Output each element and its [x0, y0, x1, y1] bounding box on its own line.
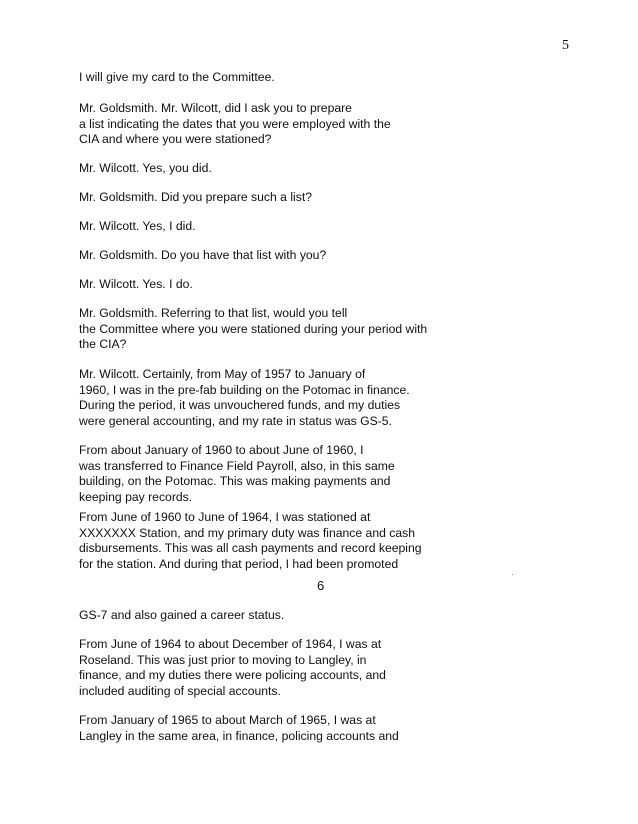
- text-line: Mr. Wilcott. Yes, you did.: [79, 161, 212, 175]
- text-line: finance, and my duties there were policing accounts, and: [79, 668, 386, 682]
- text-line: From June of 1960 to June of 1964, I was stationed at: [79, 510, 371, 524]
- text-line: included auditing of special accounts.: [79, 683, 281, 698]
- paragraph-9: [79, 367, 539, 429]
- paragraph-6: [79, 248, 539, 264]
- text-line: From about January of 1960 to about June of 1960, I: [79, 443, 364, 457]
- text-line: Mr. Goldsmith. Referring to that list, would you tell: [79, 306, 348, 320]
- text-line: building, on the Potomac. This was making payments and: [79, 474, 391, 488]
- text-line: Langley in the same area, in finance, policing accounts and: [79, 728, 399, 743]
- paragraph-13: [79, 637, 539, 699]
- text-line: for the station. And during that period, I had been promoted: [79, 556, 399, 571]
- text-line: From January of 1965 to about March of 1965, I was at: [79, 713, 376, 727]
- paragraph-4: [79, 190, 539, 206]
- text-line: Roseland. This was just prior to moving to Langley, in: [79, 652, 367, 667]
- paragraph-2: [79, 101, 539, 148]
- text-line: CIA and where you were stationed?: [79, 132, 272, 146]
- text-line: was transferred to Finance Field Payroll, also, in this same: [79, 458, 395, 473]
- text-line: From June of 1964 to about December of 1964, I was at: [79, 637, 382, 651]
- text-line: a list indicating the dates that you were employed with the: [79, 116, 391, 131]
- text-line: were general accounting, and my rate in status was GS-5.: [79, 413, 392, 428]
- text-line: Mr. Goldsmith. Do you have that list with you?: [79, 248, 327, 262]
- text-line: XXXXXXX Station, and my primary duty was finance and cash: [79, 525, 416, 540]
- page-number: 5: [562, 38, 569, 53]
- paragraph-5: [79, 219, 539, 235]
- paragraph-14: [79, 713, 539, 744]
- text-line: Mr. Wilcott. Yes. I do.: [79, 277, 193, 291]
- text-line: GS-7 and also gained a career status.: [79, 608, 285, 622]
- scan-speck: [512, 574, 513, 575]
- page-number: 6: [317, 578, 325, 593]
- text-line: I will give my card to the Committee.: [79, 70, 275, 84]
- text-line: 1960, I was in the pre-fab building on the Potomac in finance.: [79, 382, 410, 397]
- text-line: the Committee where you were stationed during your period with: [79, 321, 428, 336]
- text-line: During the period, it was unvouchered funds, and my duties: [79, 398, 401, 412]
- paragraph-12: [79, 608, 539, 624]
- text-line: Mr. Goldsmith. Mr. Wilcott, did I ask you to prepare: [79, 101, 352, 115]
- text-line: keeping pay records.: [79, 489, 193, 504]
- paragraph-8: [79, 306, 539, 353]
- paragraph-3: [79, 161, 539, 177]
- paragraph-11: [79, 510, 539, 572]
- text-line: disbursements. This was all cash payments and record keeping: [79, 541, 422, 555]
- text-line: Mr. Wilcott. Certainly, from May of 1957 to January of: [79, 367, 366, 381]
- paragraph-1: [79, 70, 539, 86]
- text-line: Mr. Wilcott. Yes, I did.: [79, 219, 196, 233]
- text-line: Mr. Goldsmith. Did you prepare such a list?: [79, 190, 313, 204]
- paragraph-10: [79, 443, 539, 505]
- text-line: the CIA?: [79, 337, 127, 351]
- paragraph-7: [79, 277, 539, 293]
